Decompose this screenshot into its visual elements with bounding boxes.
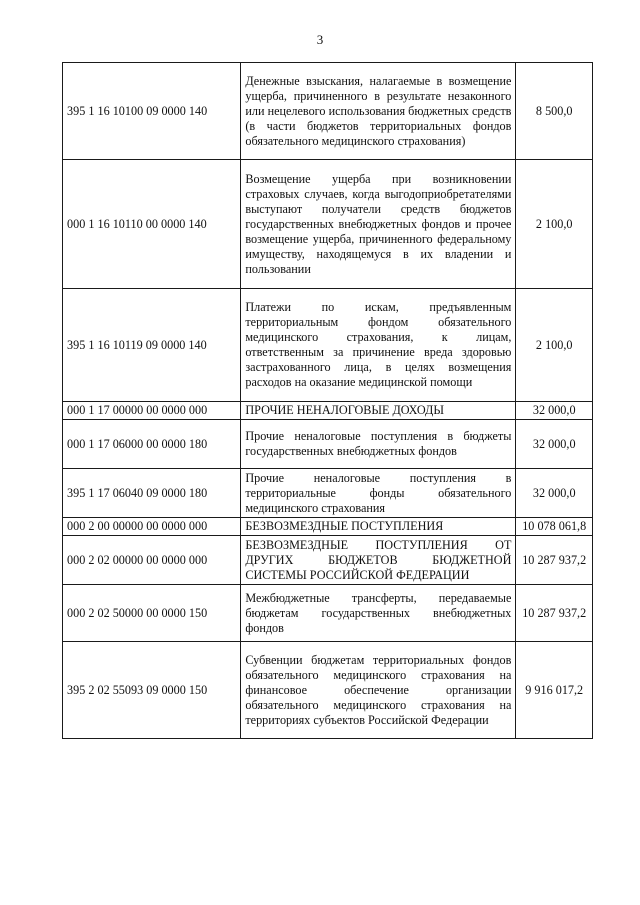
classification-code: 395 2 02 55093 09 0000 150 xyxy=(63,642,241,739)
revenue-amount: 8 500,0 xyxy=(516,63,593,160)
revenue-description: Межбюджетные трансферты, передаваемые бюджетам государственных внебюджетных фондов xyxy=(241,585,516,642)
classification-code: 395 1 16 10119 09 0000 140 xyxy=(63,289,241,402)
revenue-description: Прочие неналоговые поступления в территориальные фонды обязательного медицинского страхования xyxy=(241,469,516,518)
table-row xyxy=(63,420,593,469)
table-row xyxy=(63,536,593,585)
revenue-description: Прочие неналоговые поступления в бюджеты государственных внебюджетных фондов xyxy=(241,420,516,469)
revenue-amount: 2 100,0 xyxy=(516,289,593,402)
revenue-description: Платежи по искам, предъявленным территориальным фондом обязательного медицинского страхования, к лицам, ответственным за причинение вреда здоровью застрахованного лица, в целях возмещения расходов на оказание медицинской помощи xyxy=(241,289,516,402)
revenue-amount: 10 287 937,2 xyxy=(516,585,593,642)
revenue-amount: 32 000,0 xyxy=(516,469,593,518)
revenue-amount: 10 078 061,8 xyxy=(516,518,593,536)
table-row xyxy=(63,518,593,536)
revenue-description: Субвенции бюджетам территориальных фондов обязательного медицинского страхования на финансовое обеспечение организации обязательного медицинского страхования на территориях субъектов Российской Федерации xyxy=(241,642,516,739)
revenue-description: ПРОЧИЕ НЕНАЛОГОВЫЕ ДОХОДЫ xyxy=(241,402,516,420)
classification-code: 000 1 17 00000 00 0000 000 xyxy=(63,402,241,420)
table-row xyxy=(63,402,593,420)
revenue-description: БЕЗВОЗМЕЗДНЫЕ ПОСТУПЛЕНИЯ ОТ ДРУГИХ БЮДЖЕТОВ БЮДЖЕТНОЙ СИСТЕМЫ РОССИЙСКОЙ ФЕДЕРАЦИИ xyxy=(241,536,516,585)
page-number: 3 xyxy=(316,32,324,47)
classification-code: 000 2 02 50000 00 0000 150 xyxy=(63,585,241,642)
revenue-amount: 9 916 017,2 xyxy=(516,642,593,739)
revenue-amount: 32 000,0 xyxy=(516,420,593,469)
table-row xyxy=(63,160,593,289)
classification-code: 000 2 02 00000 00 0000 000 xyxy=(63,536,241,585)
table-row xyxy=(63,63,593,160)
table-row xyxy=(63,585,593,642)
classification-code: 395 1 16 10100 09 0000 140 xyxy=(63,63,241,160)
classification-code: 000 2 00 00000 00 0000 000 xyxy=(63,518,241,536)
revenue-description: Денежные взыскания, налагаемые в возмещение ущерба, причиненного в результате незаконного или нецелевого использования бюджетных средств (в части бюджетов территориальных фондов обязательного медицинского страхования) xyxy=(241,63,516,160)
revenue-amount: 2 100,0 xyxy=(516,160,593,289)
table-row xyxy=(63,642,593,739)
budget-revenue-table xyxy=(62,62,593,739)
revenue-amount: 32 000,0 xyxy=(516,402,593,420)
classification-code: 395 1 17 06040 09 0000 180 xyxy=(63,469,241,518)
table-row xyxy=(63,289,593,402)
revenue-description: БЕЗВОЗМЕЗДНЫЕ ПОСТУПЛЕНИЯ xyxy=(241,518,516,536)
revenue-amount: 10 287 937,2 xyxy=(516,536,593,585)
revenue-description: Возмещение ущерба при возникновении страховых случаев, когда выгодоприобретателями выступают получатели средств бюджетов государственных внебюджетных фондов и прочее возмещение ущерба, причиненного федеральному имуществу, находящемуся в их владении и пользовании xyxy=(241,160,516,289)
classification-code: 000 1 16 10110 00 0000 140 xyxy=(63,160,241,289)
classification-code: 000 1 17 06000 00 0000 180 xyxy=(63,420,241,469)
table-row xyxy=(63,469,593,518)
